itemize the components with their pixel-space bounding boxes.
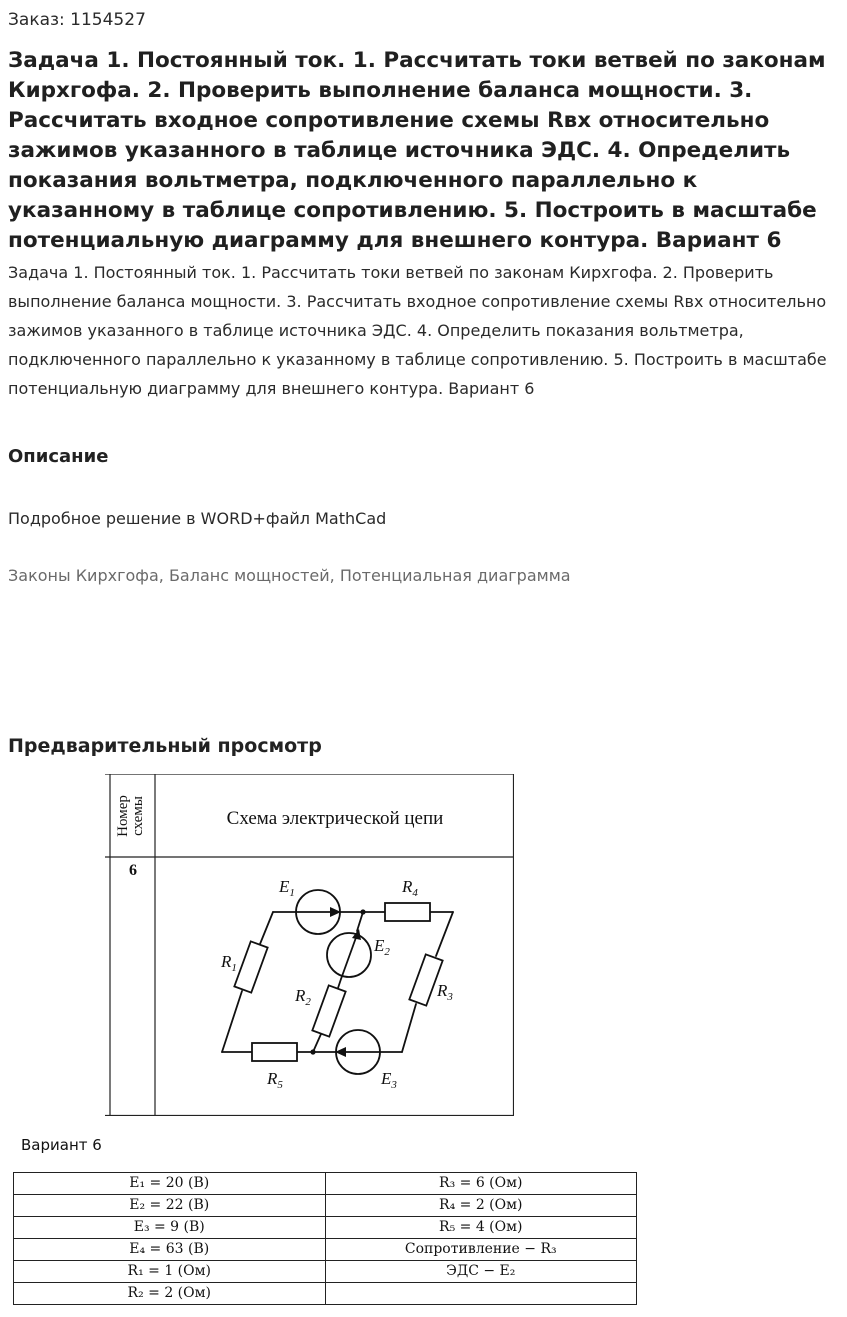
order-number: Заказ: 1154527	[8, 10, 146, 30]
table-row	[14, 1217, 637, 1239]
emf-source-e1	[296, 890, 341, 934]
table-row	[14, 1239, 637, 1261]
description-text: Подробное решение в WORD+файл MathCad	[8, 509, 387, 528]
column-header-number: Номер	[115, 795, 131, 837]
table-row	[14, 1261, 637, 1283]
emf-source-e3	[335, 1030, 380, 1074]
page-title: Задача 1. Постоянный ток. 1. Рассчитать токи ветвей по законам Кирхгофа. 2. Проверить выполнение баланса мощности. 3. Рассчитать входное сопротивление схемы Rвх относительно зажимов указанного в таблице источника ЭДС. 4. Определить показания вольтметра, подключенного параллельно к указанному в таблице сопротивлению. 5. Построить в масштабе потенциальную диаграмму для внешнего контура. Вариант 6	[8, 48, 826, 253]
parameters-table	[13, 1172, 637, 1305]
tag-potential-diagram[interactable]: Потенциальная диаграмма	[339, 566, 571, 585]
table-cell: E₄ = 63 (B)	[14, 1239, 326, 1261]
table-row	[14, 1195, 637, 1217]
emf-source-e2	[327, 929, 371, 979]
table-cell: R₄ = 2 (Ом)	[325, 1195, 637, 1217]
variant-label: Вариант 6	[21, 1136, 102, 1154]
tag-separator: ,	[329, 566, 340, 585]
tag-power-balance[interactable]: Баланс мощностей	[168, 566, 330, 585]
table-cell: E₂ = 22 (B)	[14, 1195, 326, 1217]
circuit-scheme-preview	[105, 774, 514, 1116]
description-heading: Описание	[8, 446, 109, 467]
table-row	[14, 1173, 637, 1195]
column-header-scheme: Схема электрической цепи	[226, 808, 444, 829]
label-r5: $R_5$	[267, 1069, 283, 1091]
column-header-number-line2: схемы	[130, 796, 146, 836]
table-cell: R₅ = 4 (Ом)	[325, 1217, 637, 1239]
tag-kirchhoff[interactable]: Законы Кирхгофа	[8, 566, 159, 585]
label-r3: $R_3$	[437, 981, 453, 1003]
table-cell: E₃ = 9 (B)	[14, 1217, 326, 1239]
label-e2: $E_2$	[374, 936, 390, 958]
task-summary: Задача 1. Постоянный ток. 1. Рассчитать токи ветвей по законам Кирхгофа. 2. Проверить выполнение баланса мощности. 3. Рассчитать входное сопротивление схемы Rвх относительно зажимов указанного в таблице источника ЭДС. 4. Определить показания вольтметра, подключенного параллельно к указанному в таблице сопротивлению. 5. Построить в масштабе потенциальную диаграмму для внешнего контура. Вариант 6	[8, 263, 827, 398]
resistor-r5	[252, 1043, 297, 1061]
scheme-number: 6	[129, 862, 137, 879]
table-cell	[325, 1283, 637, 1305]
resistor-r1	[234, 941, 267, 992]
label-r1: $R_1$	[221, 952, 237, 974]
table-cell: R₂ = 2 (Ом)	[14, 1283, 326, 1305]
label-r2: $R_2$	[295, 986, 311, 1008]
label-e1: $E_1$	[279, 877, 295, 899]
label-r4: $R_4$	[402, 877, 418, 899]
preview-heading: Предварительный просмотр	[8, 735, 322, 757]
table-cell: R₁ = 1 (Ом)	[14, 1261, 326, 1283]
node-top	[360, 909, 365, 914]
table-cell: R₃ = 6 (Ом)	[325, 1173, 637, 1195]
resistor-r2	[312, 985, 345, 1036]
table-cell: Сопротивление − R₃	[325, 1239, 637, 1261]
tag-list	[8, 566, 571, 585]
table-cell: E₁ = 20 (B)	[14, 1173, 326, 1195]
label-e3: $E_3$	[381, 1069, 397, 1091]
table-cell: ЭДС − E₂	[325, 1261, 637, 1283]
table-row	[14, 1283, 637, 1305]
resistor-r4	[385, 903, 430, 921]
tag-separator: ,	[158, 566, 169, 585]
node-bottom	[310, 1049, 315, 1054]
